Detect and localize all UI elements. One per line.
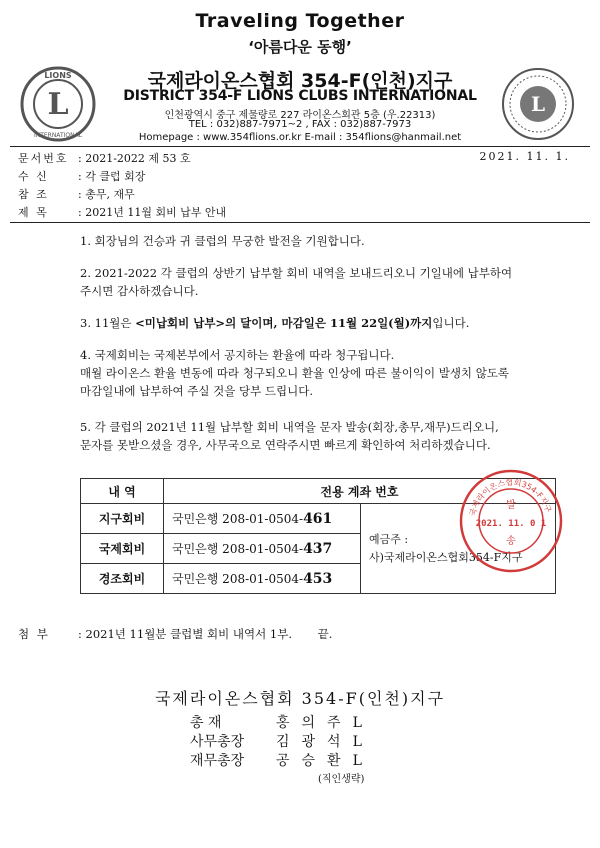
- recipient: : 각 클럽 회장: [78, 170, 146, 183]
- account-holder-label: 예금주 :: [369, 532, 409, 546]
- account-number: 국민은행 208-01-0504-453: [164, 564, 361, 594]
- account-number: 국민은행 208-01-0504-461: [164, 504, 361, 534]
- svg-text:LIONS: LIONS: [44, 71, 72, 80]
- subject: : 2021년 11월 회비 납부 안내: [78, 206, 227, 219]
- svg-text:2021. 11. 0 1: 2021. 11. 0 1: [475, 519, 547, 529]
- row-label: 지구회비: [81, 504, 164, 534]
- row-label: 경조회비: [81, 564, 164, 594]
- signer-name: 홍의주: [276, 715, 353, 731]
- signer-seal: L: [352, 715, 362, 731]
- signer-name: 김광석: [276, 734, 353, 750]
- paragraph-3-prefix: 3. 11월은: [80, 316, 136, 330]
- org-web-email: Homepage : www.354flions.or.kr E-mail : 354flions@hanmail.net: [138, 132, 462, 143]
- svg-text:송: 송: [506, 536, 516, 547]
- paragraph-4: [80, 346, 560, 400]
- svg-text:L: L: [530, 92, 546, 116]
- signature-row: [190, 731, 450, 751]
- signature-row: [190, 750, 450, 770]
- paragraph-3-emphasis: <미납회비 납부>의 달이며, 마감일은 11월 22일(월)까지: [135, 316, 433, 330]
- paragraph-2-line-2: 주시면 감사하겠습니다.: [80, 284, 199, 298]
- signature-org: 국제라이온스협회 354-F(인천)지구: [154, 689, 446, 708]
- subject-line: [18, 204, 226, 220]
- seal-omitted-note: (직인생략): [318, 774, 365, 785]
- svg-text:INTERNATIONAL: INTERNATIONAL: [33, 132, 83, 139]
- paragraph-3: [80, 314, 560, 332]
- dispatch-stamp: [458, 468, 564, 574]
- org-phone-fax: TEL : 032)887-7971~2 , FAX : 032)887-7973: [188, 119, 412, 130]
- signer-seal: L: [352, 753, 362, 769]
- paragraph-4-line-2: 매월 라이온스 환율 변동에 따라 청구되오니 환율 인상에 따른 불이익이 발생치 않도록: [80, 366, 510, 380]
- reference-line: [18, 186, 135, 202]
- signer-name: 공승환: [276, 753, 353, 769]
- doc-number: : 2021-2022 제 53 호: [78, 152, 191, 165]
- signer-role: 사무총장: [190, 734, 245, 750]
- signer-seal: L: [352, 734, 362, 750]
- account-number: 국민은행 208-01-0504-437: [164, 534, 361, 564]
- signature-row: [190, 712, 450, 732]
- attachment-line: [18, 626, 332, 642]
- slogan-korean: ‘아름다운 동행’: [248, 38, 352, 56]
- org-address: 인천광역시 중구 제물량로 227 라이온스회관 5층 (우.22313): [164, 110, 436, 121]
- reference-label: 참 조: [18, 188, 49, 201]
- doc-number-line: [18, 150, 191, 166]
- svg-text:L: L: [47, 87, 69, 122]
- slogan-english: Traveling Together: [195, 10, 405, 32]
- paragraph-2: [80, 264, 560, 300]
- column-header-item: 내 역: [81, 479, 164, 504]
- paragraph-3-suffix: 입니다.: [432, 316, 470, 330]
- signer-role: 총 재: [190, 715, 222, 731]
- attachment-label: 첨 부: [18, 627, 50, 641]
- paragraph-5-line-2: 문자를 못받으셨을 경우, 사무국으로 연락주시면 빠르게 확인하여 처리하겠습니다.: [80, 438, 491, 452]
- recipient-line: [18, 168, 145, 184]
- paragraph-4-line-3: 마감일내에 납부하여 주실 것을 당부 드립니다.: [80, 384, 314, 398]
- lions-emblem-right: [500, 66, 576, 142]
- subject-label: 제 목: [18, 206, 49, 219]
- paragraph-4-line-1: 4. 국제회비는 국제본부에서 공지하는 환율에 따라 청구됩니다.: [80, 348, 395, 362]
- column-header-account: 전용 계좌 번호: [164, 479, 556, 504]
- header-divider: [10, 146, 590, 147]
- paragraph-5: [80, 418, 560, 454]
- paragraph-5-line-1: 5. 각 클럽의 2021년 11월 납부할 회비 내역을 문자 발송(회장,총무,재무)드리오니,: [80, 420, 499, 434]
- reference: : 총무, 재무: [78, 188, 135, 201]
- doc-date: 2021. 11. 1.: [479, 150, 570, 163]
- recipient-label: 수 신: [18, 170, 49, 183]
- attachment-text: : 2021년 11월분 클럽별 회비 내역서 1부.: [78, 627, 292, 641]
- doc-number-label: 문서번호: [18, 152, 69, 165]
- paragraph-1: 1. 회장님의 건승과 귀 클럽의 무궁한 발전을 기원합니다.: [80, 234, 365, 248]
- row-label: 국제회비: [81, 534, 164, 564]
- meta-divider: [10, 222, 590, 223]
- paragraph-2-line-1: 2. 2021-2022 각 클럽의 상반기 납부할 회비 내역을 보내드리오니 기일내에 납부하여: [80, 266, 513, 280]
- signer-role: 재무총장: [190, 753, 245, 769]
- account-holder-name: 사)국제라이온스협회354-F지구: [369, 550, 523, 564]
- svg-text:발: 발: [506, 500, 516, 511]
- svg-text:국제라이온스협회354-F지구: 국제라이온스협회354-F지구: [468, 477, 553, 517]
- org-name-korean: 국제라이온스협회 354-F(인천)지구: [147, 70, 453, 92]
- org-name-english: DISTRICT 354-F LIONS CLUBS INTERNATIONAL: [123, 88, 477, 104]
- end-mark: 끝.: [317, 627, 333, 641]
